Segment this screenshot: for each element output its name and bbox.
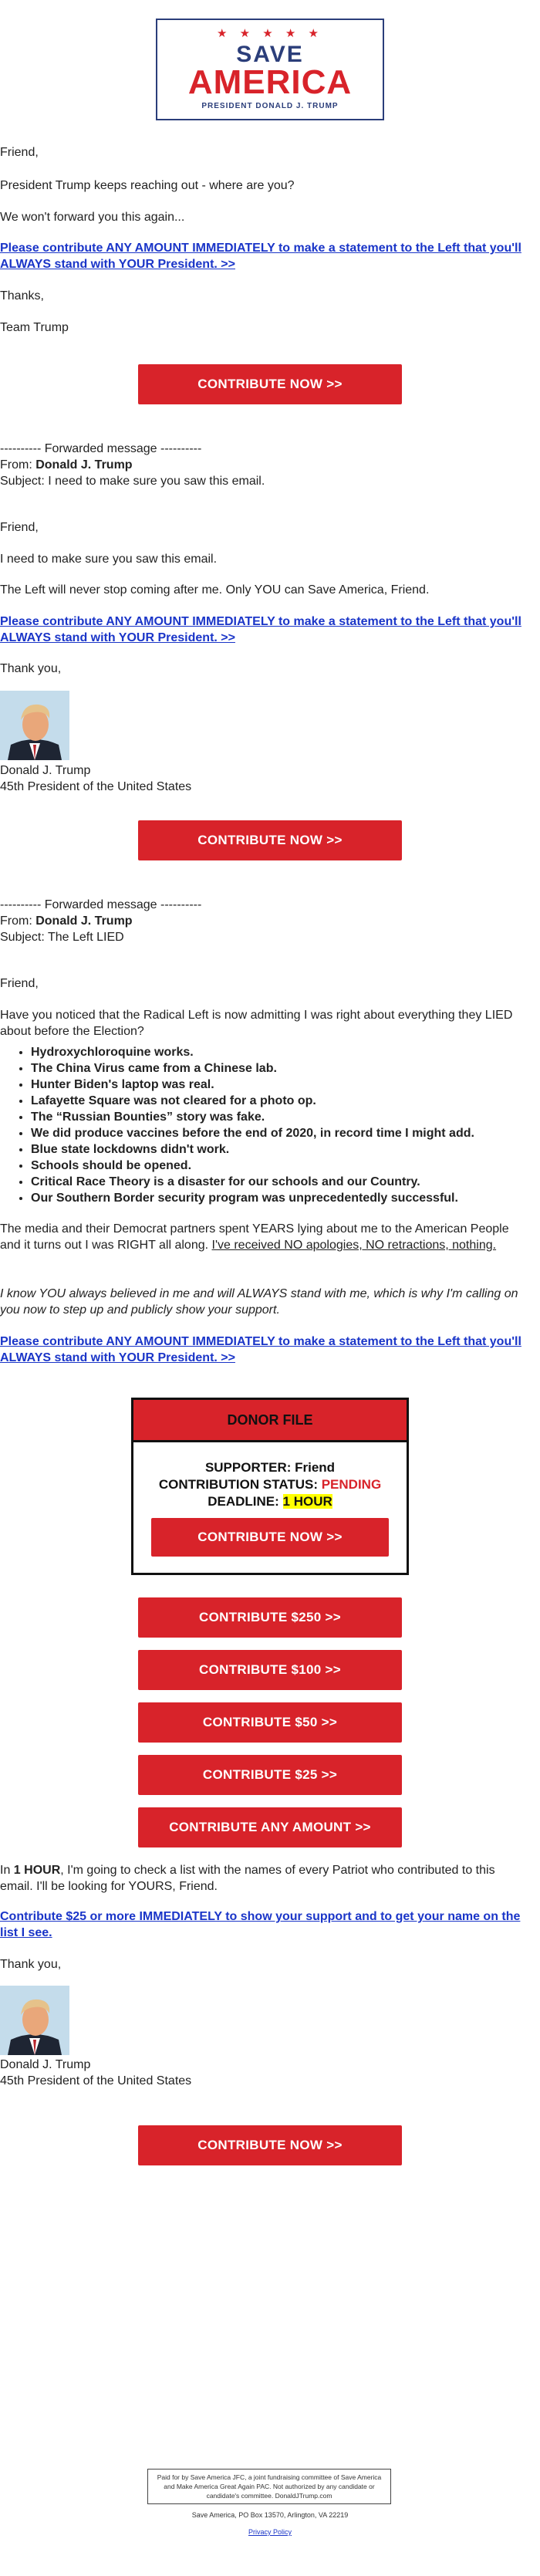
- para2-underlined: I've received NO apologies, NO retractions, nothing.: [211, 1239, 497, 1252]
- thanks-text: Thank you,: [0, 1958, 62, 1971]
- contribute-now-button[interactable]: CONTRIBUTE NOW >>: [138, 820, 402, 860]
- mailing-address: Save America, PO Box 13570, Arlington, VA 22219: [191, 2511, 349, 2519]
- intro-line-2: We won't forward you this again...: [0, 211, 185, 224]
- greeting: Friend,: [0, 146, 39, 159]
- list-item: • The China Virus came from a Chinese lab.: [31, 1060, 532, 1077]
- list-item: • We did produce vaccines before the end of 2020, in record time I might add.: [31, 1125, 532, 1141]
- list-item: • The “Russian Bounties” story was fake.: [31, 1109, 532, 1125]
- contribute-link[interactable]: Please contribute ANY AMOUNT IMMEDIATELY to make a statement to the Left that you'll ALWAYS stand with YOUR President. >>: [0, 1335, 521, 1364]
- supporter-line: SUPPORTER: Friend: [204, 1460, 336, 1475]
- donor-file-title: DONOR FILE: [133, 1400, 407, 1442]
- greeting: Friend,: [0, 977, 39, 990]
- portrait-image: [0, 1986, 69, 2055]
- body-paragraph-1: Have you noticed that the Radical Left is now admitting I was right about everything they LIED about before the Election?: [0, 1009, 513, 1038]
- greeting: Friend,: [0, 521, 39, 534]
- closing-deadline: 1 HOUR: [13, 1864, 61, 1877]
- contribute-now-button[interactable]: CONTRIBUTE NOW >>: [138, 2125, 402, 2165]
- list-item: • Our Southern Border security program was unprecedentedly successful.: [31, 1190, 532, 1206]
- closing-paragraph: [0, 1862, 525, 1895]
- status-line: [133, 1476, 407, 1493]
- logo-america-text: AMERICA: [187, 63, 353, 101]
- contribute-link[interactable]: Please contribute ANY AMOUNT IMMEDIATELY to make a statement to the Left that you'll ALWAYS stand with YOUR President. >>: [0, 242, 521, 271]
- donor-file-box: [131, 1398, 409, 1575]
- list-item: • Blue state lockdowns didn't work.: [31, 1141, 532, 1158]
- contribute-any-amount-button[interactable]: CONTRIBUTE ANY AMOUNT >>: [138, 1807, 402, 1847]
- body-paragraph-3: I know YOU always believed in me and will ALWAYS stand with me, which is why I'm calling on you now to step up and publicly show your support.: [0, 1287, 518, 1317]
- deadline-label: DEADLINE:: [208, 1494, 283, 1509]
- signature-title: 45th President of the United States: [0, 2074, 192, 2088]
- signature-team: Team Trump: [0, 321, 69, 334]
- save-america-logo: [156, 19, 384, 120]
- deadline-value: 1 HOUR: [282, 1494, 332, 1509]
- paid-for-disclaimer: Paid for by Save America JFC, a joint fundraising committee of Save America and Make America Great Again PAC. Not authorized by any candidate or candidate's committee. DonaldJTrump.com: [147, 2469, 391, 2504]
- signature-name: Donald J. Trump: [0, 2058, 91, 2071]
- from-name: Donald J. Trump: [35, 458, 133, 472]
- signature-name: Donald J. Trump: [0, 764, 91, 777]
- from-label: From:: [0, 914, 36, 928]
- list-item: • Hydroxychloroquine works.: [31, 1044, 532, 1060]
- contribute-100-button[interactable]: CONTRIBUTE $100 >>: [138, 1650, 402, 1690]
- forwarded-header: ---------- Forwarded message ----------: [0, 442, 202, 455]
- body-line-1: I need to make sure you saw this email.: [0, 553, 218, 566]
- closing-pre: In: [0, 1864, 14, 1877]
- para2-text: The media and their Democrat partners spent YEARS lying about me to the American People and it turns out I was RIGHT all along.: [0, 1222, 509, 1252]
- closing-post: , I'm going to check a list with the names of every Patriot who contributed to this email. I'll be looking for YOURS, Friend.: [0, 1864, 495, 1893]
- contribute-250-button[interactable]: CONTRIBUTE $250 >>: [138, 1597, 402, 1638]
- thanks-text: Thank you,: [0, 662, 62, 675]
- signature-title: 45th President of the United States: [0, 780, 192, 793]
- thanks-text: Thanks,: [0, 289, 44, 303]
- contribute-now-button[interactable]: CONTRIBUTE NOW >>: [138, 364, 402, 404]
- list-item: • Hunter Biden's laptop was real.: [31, 1077, 532, 1093]
- status-label: CONTRIBUTION STATUS:: [158, 1477, 322, 1492]
- contribute-50-button[interactable]: CONTRIBUTE $50 >>: [138, 1702, 402, 1743]
- body-line-2: The Left will never stop coming after me. Only YOU can Save America, Friend.: [0, 583, 430, 597]
- trump-portrait: [0, 1986, 69, 2055]
- trump-portrait: [0, 691, 69, 760]
- logo-tagline: PRESIDENT DONALD J. TRUMP: [201, 102, 339, 110]
- donor-file-details: [133, 1442, 407, 1510]
- deadline-line: [133, 1493, 407, 1510]
- portrait-image: [0, 691, 69, 760]
- logo-stars: ★ ★ ★ ★ ★: [217, 27, 323, 40]
- contribute-25-link[interactable]: Contribute $25 or more IMMEDIATELY to show your support and to get your name on the list I see.: [0, 1910, 521, 1939]
- logo-save-text: SAVE: [236, 42, 304, 67]
- list-item: • Schools should be opened.: [31, 1158, 532, 1174]
- forwarded-subject: Subject: I need to make sure you saw this email.: [0, 475, 265, 488]
- donor-file-contribute-button[interactable]: CONTRIBUTE NOW >>: [151, 1518, 389, 1557]
- from-name: Donald J. Trump: [35, 914, 133, 928]
- intro-line-1: President Trump keeps reaching out - where are you?: [0, 179, 295, 192]
- body-paragraph-2: [0, 1221, 525, 1253]
- claims-list: [0, 1044, 532, 1206]
- list-item: • Critical Race Theory is a disaster for our schools and our Country.: [31, 1174, 532, 1190]
- contribute-25-button[interactable]: CONTRIBUTE $25 >>: [138, 1755, 402, 1795]
- forwarded-subject: Subject: The Left LIED: [0, 931, 124, 944]
- privacy-policy-link[interactable]: Privacy Policy: [248, 2528, 292, 2536]
- list-item: • Lafayette Square was not cleared for a photo op.: [31, 1093, 532, 1109]
- forwarded-from: [0, 913, 532, 929]
- forwarded-from: [0, 457, 532, 473]
- status-badge: PENDING: [321, 1477, 382, 1492]
- from-label: From:: [0, 458, 36, 472]
- forwarded-header: ---------- Forwarded message ----------: [0, 898, 202, 911]
- contribute-link[interactable]: Please contribute ANY AMOUNT IMMEDIATELY to make a statement to the Left that you'll ALWAYS stand with YOUR President. >>: [0, 615, 521, 644]
